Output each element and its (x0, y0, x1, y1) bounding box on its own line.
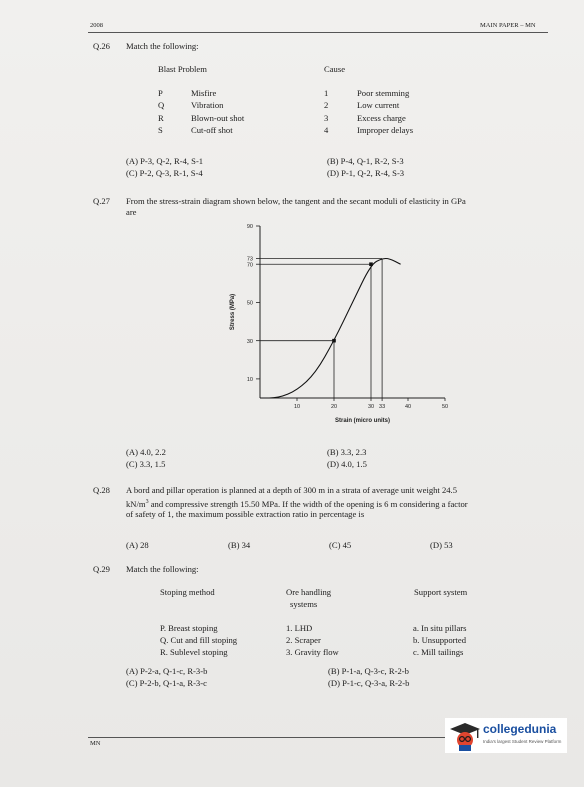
logo-tagline: India's largest Student Review Platform (483, 739, 562, 744)
q29-stoping-item: Q. Cut and fill stoping (160, 635, 238, 645)
x-tick-label: 10 (293, 404, 301, 410)
header-rule (88, 32, 548, 33)
stress-strain-chart (220, 218, 460, 438)
q28-unit-exponent: 3 (145, 499, 149, 505)
q26-item: Vibration (191, 100, 224, 110)
q27-option-d[interactable]: (D) 4.0, 1.5 (327, 459, 367, 469)
y-tick-label: 50 (246, 300, 253, 307)
q26-stem: Match the following: (126, 41, 199, 51)
q28-option-b[interactable]: (B) 34 (228, 540, 251, 550)
y-tick-label: 73 (246, 256, 253, 263)
q26-option-a[interactable]: (A) P-3, Q-2, R-4, S-1 (126, 156, 204, 166)
stress-strain-curve (260, 258, 401, 398)
q29-option-d[interactable]: (D) P-1-c, Q-3-a, R-2-b (328, 678, 410, 688)
q27-stem-line2: are (126, 207, 137, 217)
q26-option-c[interactable]: (C) P-2, Q-3, R-1, S-4 (126, 168, 203, 178)
q26-cause: Improper delays (357, 125, 414, 135)
y-tick-label: 70 (246, 262, 253, 269)
q28-number: Q.28 (93, 485, 110, 495)
logo-text: collegedunia (483, 722, 557, 736)
q28-line3: of safety of 1, the maximum possible extraction ratio in percentage is (126, 509, 365, 519)
y-tick-label: 90 (246, 224, 253, 231)
q26-item: Blown-out shot (191, 113, 245, 123)
q28-option-c[interactable]: (C) 45 (329, 540, 352, 550)
collegedunia-logo (445, 718, 567, 753)
q27-option-c[interactable]: (C) 3.3, 1.5 (126, 459, 166, 469)
q29-stem: Match the following: (126, 564, 199, 574)
q29-header-ore-2: systems (290, 599, 318, 609)
q29-option-c[interactable]: (C) P-2-b, Q-1-a, R-3-c (126, 678, 207, 688)
data-point (369, 262, 373, 266)
q29-header-stoping: Stoping method (160, 587, 215, 597)
x-axis-label: Strain (micro units) (334, 418, 391, 424)
q27-option-b[interactable]: (B) 3.3, 2.3 (327, 447, 367, 457)
q29-ore-item: 3. Gravity flow (286, 647, 339, 657)
q29-ore-item: 1. LHD (286, 623, 313, 633)
data-point (332, 339, 336, 343)
q26-num: 1 (324, 88, 329, 98)
q26-key: Q (158, 100, 165, 110)
x-tick-label: 30 (367, 404, 375, 410)
q27-option-a[interactable]: (A) 4.0, 2.2 (126, 447, 166, 457)
x-tick-label: 20 (330, 404, 338, 410)
q26-num: 4 (324, 125, 329, 135)
x-tick-label: 40 (404, 404, 412, 410)
q28-line1: A bord and pillar operation is planned at a depth of 300 m in a strata of average unit weight 24.5 (126, 485, 458, 495)
q29-option-b[interactable]: (B) P-1-a, Q-3-c, R-2-b (328, 666, 409, 676)
y-tick-label: 10 (246, 377, 253, 384)
q28-line2 (126, 497, 468, 510)
q28-option-a[interactable]: (A) 28 (126, 540, 149, 550)
q26-cause: Poor stemming (357, 88, 410, 98)
header-paper: MAIN PAPER – MN (480, 22, 536, 29)
q29-ore-item: 2. Scraper (286, 635, 321, 645)
q29-support-item: a. In situ pillars (413, 623, 467, 633)
q29-header-support: Support system (414, 587, 468, 597)
q29-header-ore: Ore handling (286, 587, 332, 597)
q28-option-d[interactable]: (D) 53 (430, 540, 453, 550)
q26-key: P (158, 88, 163, 98)
q26-option-d[interactable]: (D) P-1, Q-2, R-4, S-3 (327, 168, 405, 178)
q26-num: 3 (324, 113, 329, 123)
q26-option-b[interactable]: (B) P-4, Q-1, R-2, S-3 (327, 156, 404, 166)
q26-cause: Low current (357, 100, 400, 110)
q26-col2-title: Cause (324, 64, 346, 74)
q27-number: Q.27 (93, 196, 110, 206)
q26-number: Q.26 (93, 41, 110, 51)
q27-stem-line1: From the stress-strain diagram shown below, the tangent and the secant moduli of elasticity in GPa (126, 196, 466, 206)
x-tick-label: 33 (379, 404, 386, 410)
header-year: 2008 (90, 22, 103, 29)
q26-key: S (158, 125, 163, 135)
q28-unit: kN/m (126, 498, 146, 509)
y-axis-label: Stress (MPa) (230, 293, 236, 331)
q29-stoping-item: P. Breast stoping (160, 623, 218, 633)
q26-item: Cut-off shot (191, 125, 233, 135)
q26-num: 2 (324, 100, 329, 110)
q26-cause: Excess charge (357, 113, 406, 123)
q26-item: Misfire (191, 88, 217, 98)
q29-support-item: b. Unsupported (413, 635, 466, 645)
graduate-icon (449, 720, 481, 752)
q29-stoping-item: R. Sublevel stoping (160, 647, 228, 657)
y-tick-label: 30 (246, 338, 253, 345)
x-tick-label: 50 (441, 404, 449, 410)
q29-option-a[interactable]: (A) P-2-a, Q-1-c, R-3-b (126, 666, 208, 676)
footer-code: MN (90, 740, 101, 747)
q26-key: R (158, 113, 164, 123)
q29-support-item: c. Mill tailings (413, 647, 464, 657)
q29-number: Q.29 (93, 564, 110, 574)
q28-line2-rest: and compressive strength 15.50 MPa. If the width of the opening is 6 m considering a factor (148, 498, 468, 509)
q26-col1-title: Blast Problem (158, 64, 207, 74)
